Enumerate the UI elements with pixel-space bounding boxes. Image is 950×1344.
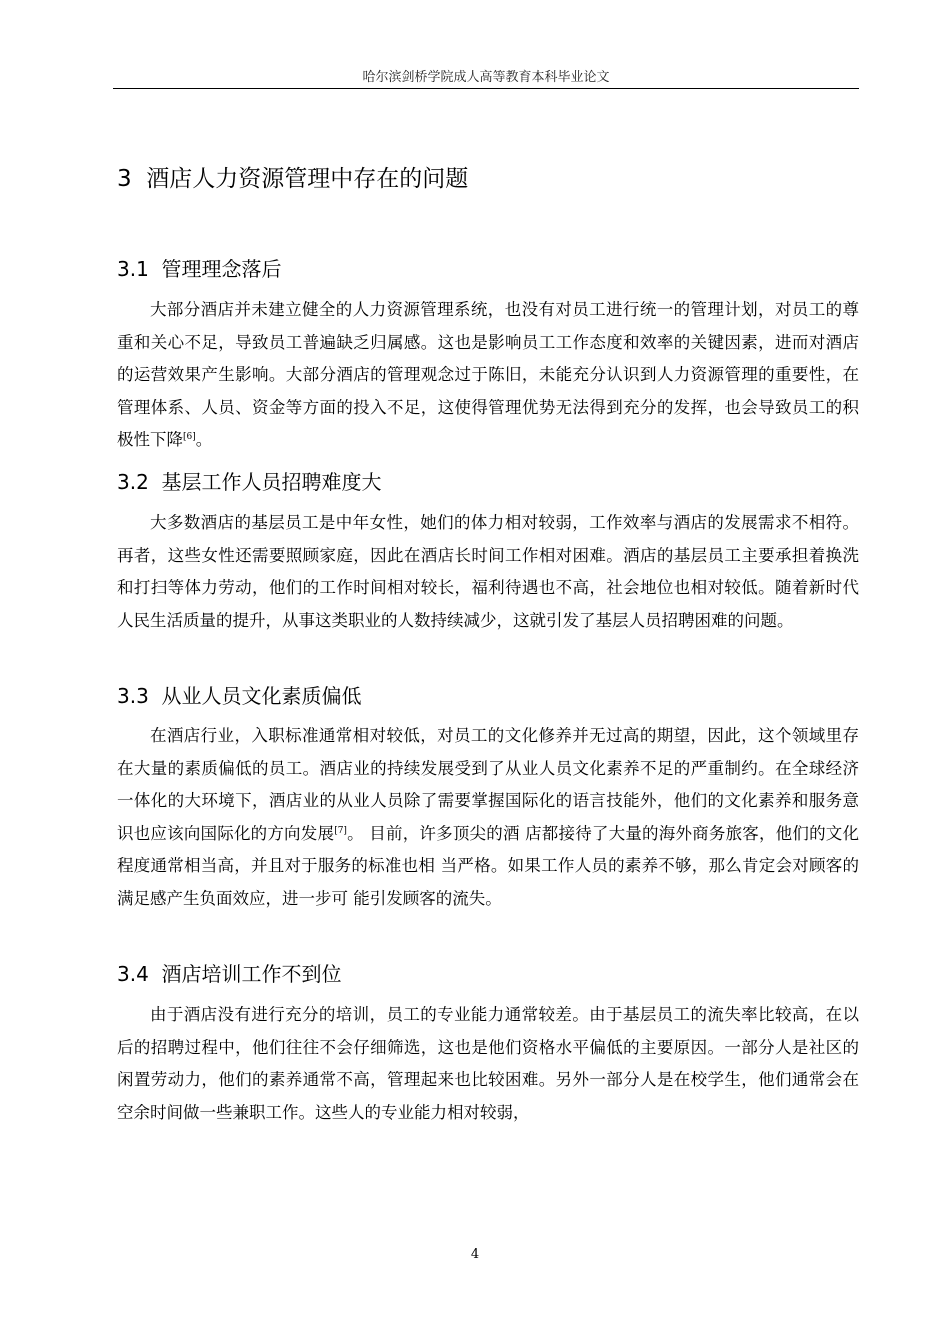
section-number: 3.3	[117, 684, 149, 708]
section-number: 3.1	[117, 257, 149, 281]
header-rule	[113, 88, 859, 89]
chapter-heading	[117, 160, 468, 193]
section-title: 基层工作人员招聘难度大	[161, 470, 382, 494]
chapter-number: 3	[117, 166, 132, 192]
paragraph-text: 大部分酒店并未建立健全的人力资源管理系统，也没有对员工进行统一的管理计划，对员工的尊重和关心不足，导致员工普遍缺乏归属感。这也是影响员工工作态度和效率的关键因素，进而对酒店的运营效果产生影响。大部分酒店的管理观念过于陈旧，未能充分认识到人力资源管理的重要性，在管理体系、人员、资金等方面的投入不足，这使得管理优势无法得到充分的发挥，也会导致员工的积极性下降	[117, 300, 859, 449]
section-title: 管理理念落后	[161, 257, 282, 281]
section-title: 从业人员文化素质偏低	[161, 684, 362, 708]
section-paragraph-3-1	[117, 294, 859, 457]
section-paragraph-3-3	[117, 720, 859, 915]
chapter-title: 酒店人力资源管理中存在的问题	[146, 166, 469, 192]
section-title: 酒店培训工作不到位	[161, 962, 342, 986]
paragraph-text: 在酒店行业，入职标准通常相对较低，对员工的文化修养并无过高的期望，因此，这个领域里存在大量的素质偏低的员工。酒店业的持续发展受到了从业人员文化素养不足的严重制约。在全球经济一体化的大环境下，酒店业的从业人员除了需要掌握国际化的语言技能外，他们的文化素养和服务意识也应该向国际化的方向发展	[117, 726, 859, 843]
page-number: 4	[470, 1247, 480, 1262]
paragraph-text: 。	[195, 430, 213, 449]
running-header: 哈尔滨剑桥学院成人高等教育本科毕业论文	[362, 70, 610, 85]
section-number: 3.4	[117, 962, 149, 986]
section-paragraph-3-4: 由于酒店没有进行充分的培训，员工的专业能力通常较差。由于基层员工的流失率比较高，在以后的招聘过程中，他们往往不会仔细筛选，这也是他们资格水平偏低的主要原因。一部分人是社区的闲置劳动力，他们的素养通常不高，管理起来也比较困难。另外一部分人是在校学生，他们通常会在空余时间做一些兼职工作。这些人的专业能力相对较弱，	[117, 1005, 859, 1122]
citation: [6]	[183, 432, 196, 442]
section-number: 3.2	[117, 470, 149, 494]
section-heading-3-1	[117, 253, 282, 282]
section-heading-3-3	[117, 680, 362, 709]
paragraph-text: 。 目前，许多顶尖的酒 店都接待了大量的海外商务旅客，他们的文化程度通常相当高，并且对于服务的标准也相 当严格。如果工作人员的素养不够，那么肯定会对顾客的满足感产生负面效应，进一步可 能引发顾客的流失。	[117, 823, 860, 908]
section-heading-3-4	[117, 958, 342, 987]
citation: [7]	[334, 825, 347, 836]
section-heading-3-2	[117, 466, 382, 495]
section-paragraph-3-2: 大多数酒店的基层员工是中年女性，她们的体力相对较弱，工作效率与酒店的发展需求不相符。再者，这些女性还需要照顾家庭，因此在酒店长时间工作相对困难。酒店的基层员工主要承担着换洗和打扫等体力劳动，他们的工作时间相对较长，福利待遇也不高，社会地位也相对较低。随着新时代人民生活质量的提升，从事这类职业的人数持续减少，这就引发了基层人员招聘困难的问题。	[117, 513, 859, 630]
